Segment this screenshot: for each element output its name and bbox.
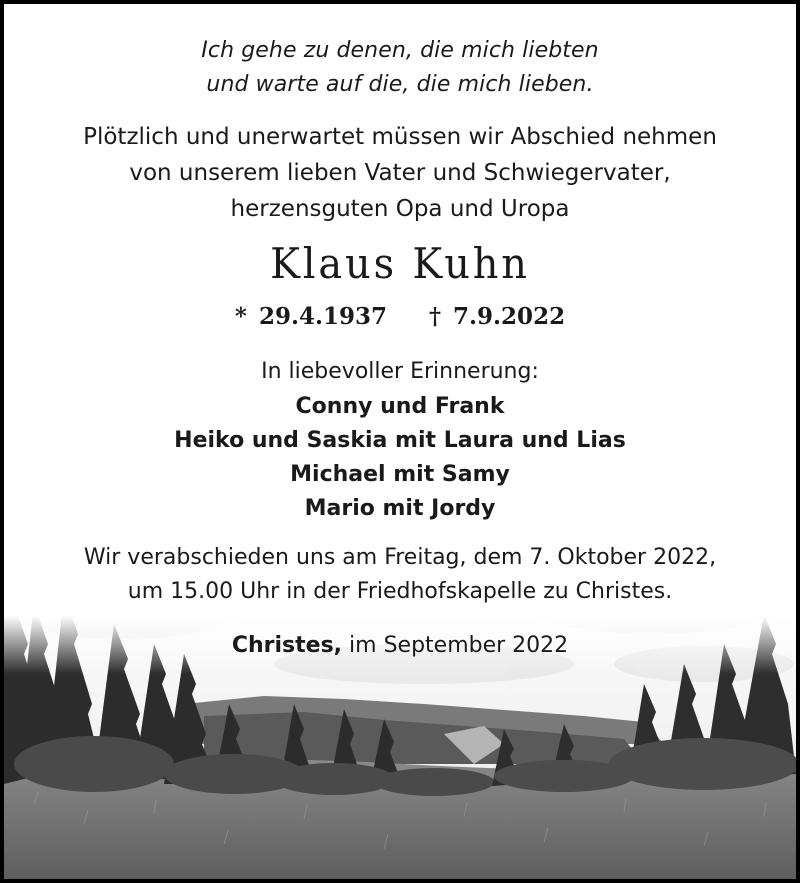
family-member: Mario mit Jordy — [304, 496, 496, 521]
quote-line-2: und warte auf die, die mich lieben. — [206, 72, 594, 97]
service-line-1: Wir verabschieden uns am Freitag, dem 7. Oktober 2022, — [83, 545, 717, 570]
birth-date: * 29.4.1937 — [234, 303, 387, 330]
place-date: im September 2022 — [349, 633, 569, 658]
service-details — [4, 541, 796, 609]
family-member: Conny und Frank — [295, 394, 505, 419]
death-date: † 7.9.2022 — [429, 303, 566, 330]
life-dates — [4, 300, 796, 334]
family-member: Heiko und Saskia mit Laura und Lias — [174, 428, 626, 453]
place-town: Christes, — [231, 633, 343, 658]
announcement-line-1: Plötzlich und unerwartet müssen wir Abschied nehmen — [83, 124, 717, 150]
service-line-2: um 15.00 Uhr in der Friedhofskapelle zu Christes. — [127, 579, 673, 604]
place-and-date — [4, 629, 796, 663]
announcement-line-2: von unserem lieben Vater und Schwiegervater, — [129, 160, 671, 186]
family-list — [4, 390, 796, 526]
announcement — [4, 119, 796, 227]
deceased-name: Klaus Kuhn — [270, 239, 530, 288]
memory-heading: In liebevoller Erinnerung: — [261, 359, 539, 384]
announcement-line-3: herzensguten Opa und Uropa — [230, 196, 570, 222]
quote-line-1: Ich gehe zu denen, die mich liebten — [201, 38, 599, 63]
family-member: Michael mit Samy — [290, 462, 510, 487]
opening-quote — [4, 34, 796, 102]
